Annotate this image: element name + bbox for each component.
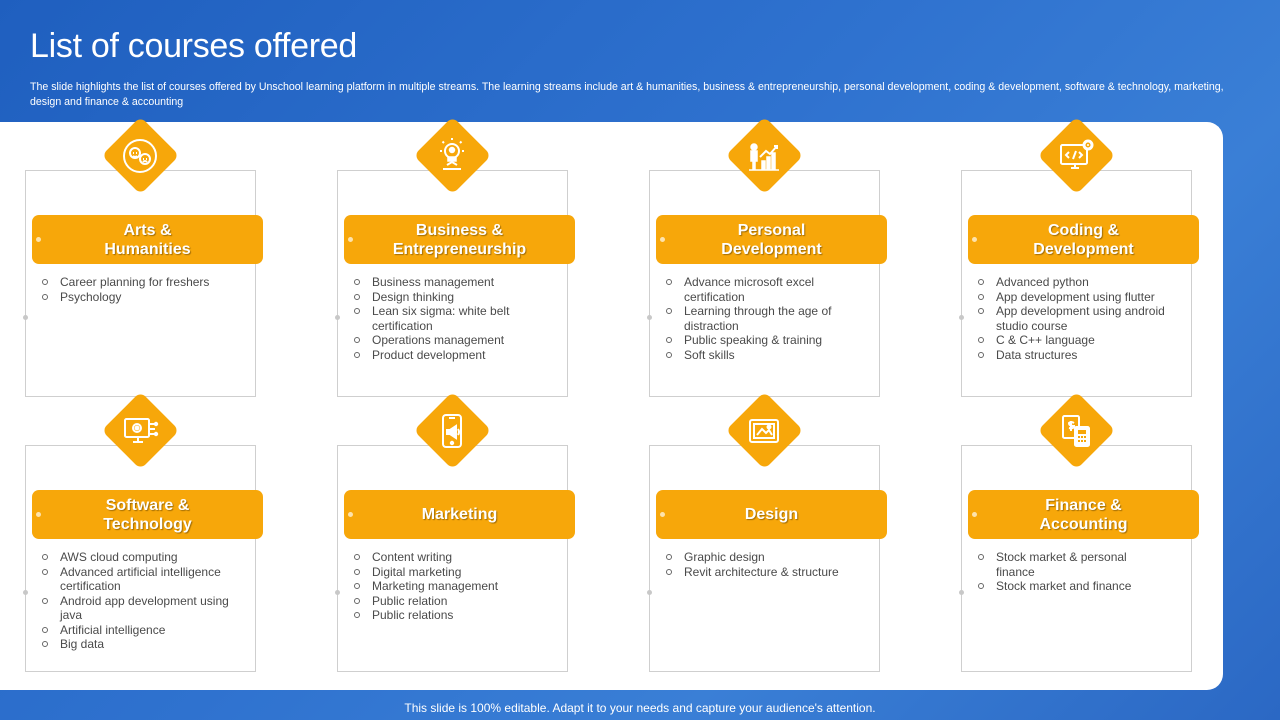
course-list bbox=[665, 275, 855, 362]
course-stream-label: Personal Development bbox=[721, 221, 822, 258]
course-list bbox=[977, 550, 1167, 594]
course-stream-title bbox=[344, 215, 575, 264]
course-item: Public relations bbox=[353, 608, 543, 623]
course-item: Graphic design bbox=[665, 550, 855, 565]
course-item: Operations management bbox=[353, 333, 543, 348]
page-title: List of courses offered bbox=[30, 27, 357, 65]
course-item: C & C++ language bbox=[977, 333, 1167, 348]
software-monitor-icon bbox=[119, 410, 161, 452]
course-stream-label: Design bbox=[744, 506, 799, 523]
course-stream-label: Finance & Accounting bbox=[1039, 496, 1128, 533]
card-connector-dot bbox=[647, 590, 652, 595]
banner-dot bbox=[348, 237, 353, 242]
card-connector-dot bbox=[23, 590, 28, 595]
course-stream-title bbox=[656, 490, 887, 539]
course-list bbox=[977, 275, 1167, 362]
banner-dot bbox=[660, 512, 665, 517]
course-item: Advanced python bbox=[977, 275, 1167, 290]
course-item: Public relation bbox=[353, 594, 543, 609]
course-stream-title bbox=[344, 490, 575, 539]
course-item: Public speaking & training bbox=[665, 333, 855, 348]
course-item: Stock market & personal finance bbox=[977, 550, 1167, 579]
code-monitor-icon bbox=[1055, 135, 1097, 177]
course-stream-label: Marketing bbox=[421, 506, 498, 523]
course-stream-label: Arts & Humanities bbox=[104, 221, 191, 258]
course-item: Psychology bbox=[41, 290, 231, 305]
course-item: App development using flutter bbox=[977, 290, 1167, 305]
course-item: Learning through the age of distraction bbox=[665, 304, 855, 333]
page-subtitle: The slide highlights the list of courses offered by Unschool learning platform in multiple streams. The learning streams include art & humanities, business & entrepreneurship, personal development, coding & development, software & technology, marketing, design and finance & accounting bbox=[30, 81, 1224, 108]
course-item: Advanced artificial intelligence certification bbox=[41, 565, 231, 594]
card-connector-dot bbox=[335, 315, 340, 320]
mobile-megaphone-icon bbox=[431, 410, 473, 452]
course-item: Revit architecture & structure bbox=[665, 565, 855, 580]
course-stream-title bbox=[656, 215, 887, 264]
course-stream-label: Coding & Development bbox=[1033, 221, 1134, 258]
course-item: Digital marketing bbox=[353, 565, 543, 580]
course-stream-title bbox=[968, 215, 1199, 264]
banner-dot bbox=[972, 512, 977, 517]
course-item: Big data bbox=[41, 637, 231, 652]
course-item: Data structures bbox=[977, 348, 1167, 363]
course-list bbox=[353, 275, 543, 362]
course-item: AWS cloud computing bbox=[41, 550, 231, 565]
course-item: Stock market and finance bbox=[977, 579, 1167, 594]
course-list bbox=[41, 550, 231, 652]
card-connector-dot bbox=[959, 315, 964, 320]
course-stream-label: Software & Technology bbox=[103, 496, 192, 533]
course-list bbox=[41, 275, 231, 304]
design-tablet-icon bbox=[743, 410, 785, 452]
course-list bbox=[353, 550, 543, 623]
course-item: Soft skills bbox=[665, 348, 855, 363]
course-item: Product development bbox=[353, 348, 543, 363]
course-stream-title bbox=[32, 490, 263, 539]
course-stream-title bbox=[968, 490, 1199, 539]
banner-dot bbox=[972, 237, 977, 242]
course-item: App development using android studio course bbox=[977, 304, 1167, 333]
course-item: Design thinking bbox=[353, 290, 543, 305]
finance-calculator-icon bbox=[1055, 410, 1097, 452]
banner-dot bbox=[36, 512, 41, 517]
course-item: Artificial intelligence bbox=[41, 623, 231, 638]
banner-dot bbox=[348, 512, 353, 517]
growth-chart-icon bbox=[743, 135, 785, 177]
course-stream-label: Business & Entrepreneurship bbox=[392, 221, 527, 258]
course-item: Career planning for freshers bbox=[41, 275, 231, 290]
card-connector-dot bbox=[23, 315, 28, 320]
card-connector-dot bbox=[647, 315, 652, 320]
lightbulb-person-icon bbox=[431, 135, 473, 177]
course-list bbox=[665, 550, 855, 579]
course-stream-title bbox=[32, 215, 263, 264]
footer-note: This slide is 100% editable. Adapt it to your needs and capture your audience's attention. bbox=[404, 701, 876, 715]
course-item: Business management bbox=[353, 275, 543, 290]
course-item: Content writing bbox=[353, 550, 543, 565]
course-item: Advance microsoft excel certification bbox=[665, 275, 855, 304]
card-connector-dot bbox=[959, 590, 964, 595]
banner-dot bbox=[36, 237, 41, 242]
course-item: Android app development using java bbox=[41, 594, 231, 623]
card-connector-dot bbox=[335, 590, 340, 595]
course-item: Marketing management bbox=[353, 579, 543, 594]
course-item: Lean six sigma: white belt certification bbox=[353, 304, 543, 333]
banner-dot bbox=[660, 237, 665, 242]
theater-masks-icon bbox=[119, 135, 161, 177]
